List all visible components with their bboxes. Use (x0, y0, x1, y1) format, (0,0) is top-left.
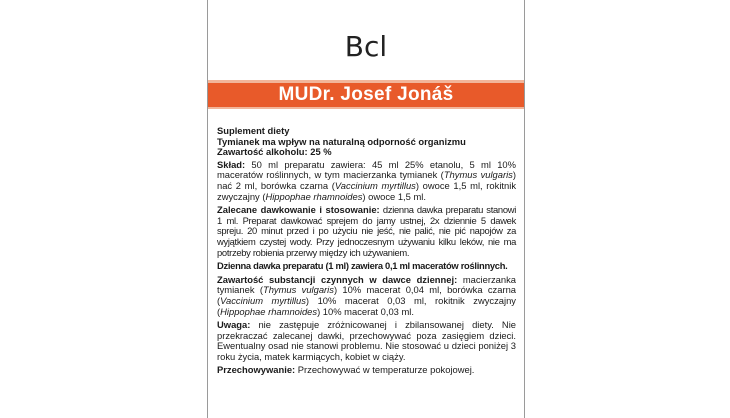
composition-text-4: ) owoce 1,5 ml. (362, 190, 426, 202)
brand-name: MUDr. Josef Jonáš (278, 84, 454, 105)
composition-paragraph (217, 160, 516, 202)
composition-text-2: ) nać 2 ml, borówka czarna ( (217, 169, 516, 191)
storage-label: Przechowywanie: (217, 364, 296, 376)
active-substances-label: Zawartość substancji czynnych w dawce dziennej: (217, 273, 458, 285)
active-text-3: ) 10% macerat 0,03 ml, rokitnik zwyczajny ( (217, 294, 516, 317)
composition-latin-2: Vaccinium myrtillus (334, 179, 416, 191)
active-text-4: ) 10% macerat 0,03 ml. (317, 305, 414, 317)
warning-paragraph (217, 320, 516, 362)
daily-dose-text: Dzienna dawka preparatu (1 ml) zawiera 0,1 ml maceratów roślinnych. (217, 260, 508, 272)
brand-band (208, 80, 524, 109)
warning-text: nie zastępuje zróżnicowanej i zbilansowanej diety. Nie przekraczać zalecanej dawki, przechowywać poza zasięgiem dzieci. Ewentualny osad nie stanowi problemu. Nie stosować u dzieci poniżej 3 roku życia, matek karmiących, kobiet w ciąży. (217, 319, 516, 362)
claim-line: Tymianek ma wpływ na naturalną odporność organizmu (217, 135, 466, 147)
warning-label: Uwaga: (217, 319, 251, 331)
composition-latin-3: Hippophae rhamnoides (265, 190, 363, 202)
active-text-1: macierzanka tymianek ( (217, 273, 516, 296)
dosage-label: Zalecane dawkowanie i stosowanie: (217, 204, 380, 216)
active-latin-2: Vaccinium myrtillus (220, 294, 306, 306)
alcohol-line: Zawartość alkoholu: 25 % (217, 146, 332, 158)
active-text-2: ) 10% macerat 0,04 ml, borówka czarna ( (217, 284, 516, 306)
composition-latin-1: Thymus vulgaris (443, 169, 513, 181)
composition-label: Skład: (217, 158, 246, 170)
composition-text-1: 50 ml preparatu zawiera: 45 ml 25% etanolu, 5 ml 10% maceratów roślinnych, w tym macierzanka tymianek ( (217, 158, 516, 181)
composition-text-3: ) owoce 1,5 ml, rokitnik zwyczajny ( (217, 179, 517, 202)
dosage-text: dzienna dawka preparatu stanowi 1 ml. Preparat dawkować sprejem do jamy ustnej, 2x dziennie 5 dawek spreju. 20 minut przed i po użyciu nie jeść, nie palić, nie pić napojów za wyjątkiem czystej wody. Przy jednoczesnym używaniu kilku leków, nie ma potrzeby robienia przerwy między ich używaniem. (217, 204, 516, 258)
active-latin-3: Hippophae rhamnoides (220, 305, 318, 317)
active-latin-1: Thymus vulgaris (262, 284, 334, 296)
supplement-line: Suplement diety (217, 125, 290, 136)
storage-paragraph (217, 365, 516, 376)
product-name: Bcl (344, 30, 388, 63)
active-substances-paragraph (217, 275, 516, 317)
product-label (207, 0, 525, 418)
dosage-paragraph (217, 205, 516, 258)
daily-dose-paragraph (217, 261, 516, 272)
storage-text: Przechowywać w temperaturze pokojowej. (295, 364, 475, 376)
label-text (217, 126, 516, 379)
